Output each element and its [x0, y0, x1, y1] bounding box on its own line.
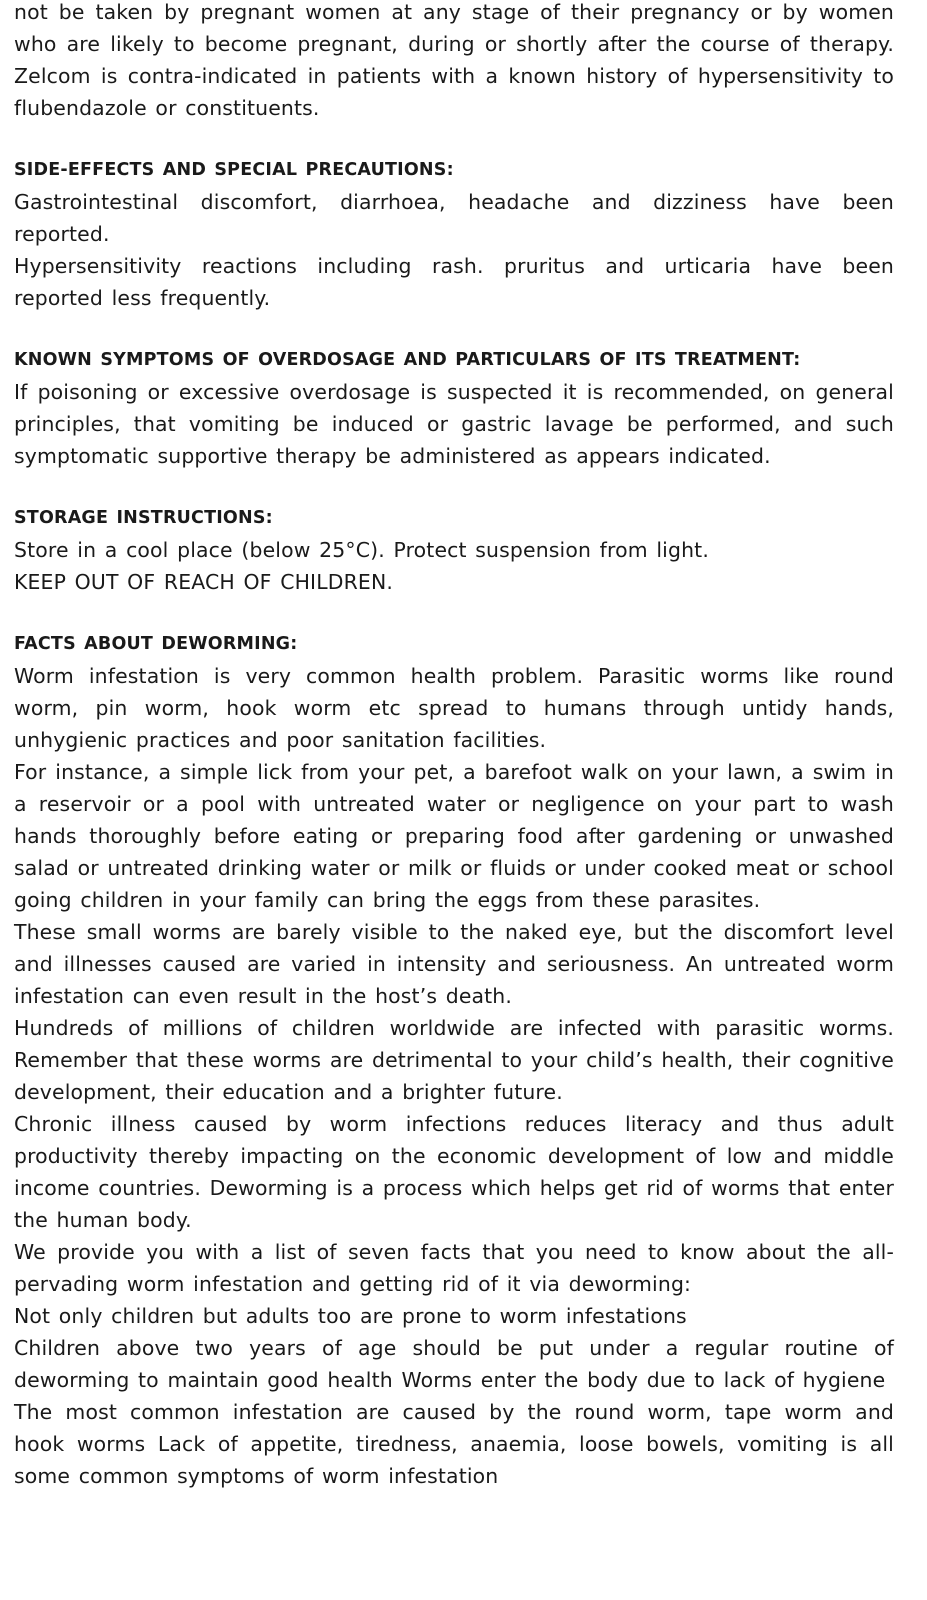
- section-spacer: [14, 598, 894, 628]
- storage-warning: KEEP OUT OF REACH OF CHILDREN.: [14, 570, 393, 594]
- storage-paragraph: Store in a cool place (below 25°C). Protect suspension from light.: [14, 538, 709, 562]
- document-page: [14, 0, 894, 1492]
- deworming-fact: The most common infestation are caused by the round worm, tape worm and hook worms Lack of appetite, tiredness, anaemia, loose bowels, vomiting is all some common symptoms of worm infestation: [14, 1400, 894, 1488]
- section-spacer: [14, 314, 894, 344]
- section-spacer: [14, 472, 894, 502]
- side-effects-heading: SIDE-EFFECTS AND SPECIAL PRECAUTIONS:: [14, 160, 454, 180]
- deworming-fact: Children above two years of age should be put under a regular routine of deworming to maintain good health Worms enter the body due to lack of hygiene: [14, 1336, 894, 1392]
- overdosage-heading: KNOWN SYMPTOMS OF OVERDOSAGE AND PARTICULARS OF ITS TREATMENT:: [14, 350, 801, 370]
- deworming-section: [14, 628, 894, 1492]
- storage-heading: STORAGE INSTRUCTIONS:: [14, 508, 273, 528]
- deworming-paragraph: Chronic illness caused by worm infections reduces literacy and thus adult productivity thereby impacting on the economic development of low and middle income countries. Deworming is a process which helps get rid of worms that enter the human body.: [14, 1112, 894, 1232]
- storage-section: [14, 502, 894, 598]
- intro-paragraph: not be taken by pregnant women at any stage of their pregnancy or by women who are likely to become pregnant, during or shortly after the course of therapy. Zelcom is contra-indicated in patients with a known history of hypersensitivity to flubendazole or constituents.: [14, 0, 894, 120]
- side-effects-paragraph: Hypersensitivity reactions including rash. pruritus and urticaria have been reported less frequently.: [14, 254, 894, 310]
- deworming-paragraph: These small worms are barely visible to the naked eye, but the discomfort level and illnesses caused are varied in intensity and seriousness. An untreated worm infestation can even result in the host’s death.: [14, 920, 894, 1008]
- side-effects-paragraph: Gastrointestinal discomfort, diarrhoea, headache and dizziness have been reported.: [14, 190, 894, 246]
- deworming-paragraph: For instance, a simple lick from your pet, a barefoot walk on your lawn, a swim in a reservoir or a pool with untreated water or negligence on your part to wash hands thoroughly before eating or preparing food after gardening or unwashed salad or untreated drinking water or milk or fluids or under cooked meat or school going children in your family can bring the eggs from these parasites.: [14, 760, 894, 912]
- deworming-paragraph: We provide you with a list of seven facts that you need to know about the all-pervading worm infestation and getting rid of it via deworming:: [14, 1240, 894, 1296]
- deworming-paragraph: Hundreds of millions of children worldwide are infected with parasitic worms. Remember that these worms are detrimental to your child’s health, their cognitive development, their education and a brighter future.: [14, 1016, 894, 1104]
- overdosage-section: [14, 344, 894, 472]
- deworming-heading: FACTS ABOUT DEWORMING:: [14, 634, 298, 654]
- overdosage-paragraph: If poisoning or excessive overdosage is suspected it is recommended, on general principles, that vomiting be induced or gastric lavage be performed, and such symptomatic supportive therapy be administered as appears indicated.: [14, 380, 894, 468]
- deworming-paragraph: Worm infestation is very common health problem. Parasitic worms like round worm, pin worm, hook worm etc spread to humans through untidy hands, unhygienic practices and poor sanitation facilities.: [14, 664, 894, 752]
- side-effects-section: [14, 154, 894, 314]
- deworming-fact: Not only children but adults too are prone to worm infestations: [14, 1304, 687, 1328]
- section-spacer: [14, 124, 894, 154]
